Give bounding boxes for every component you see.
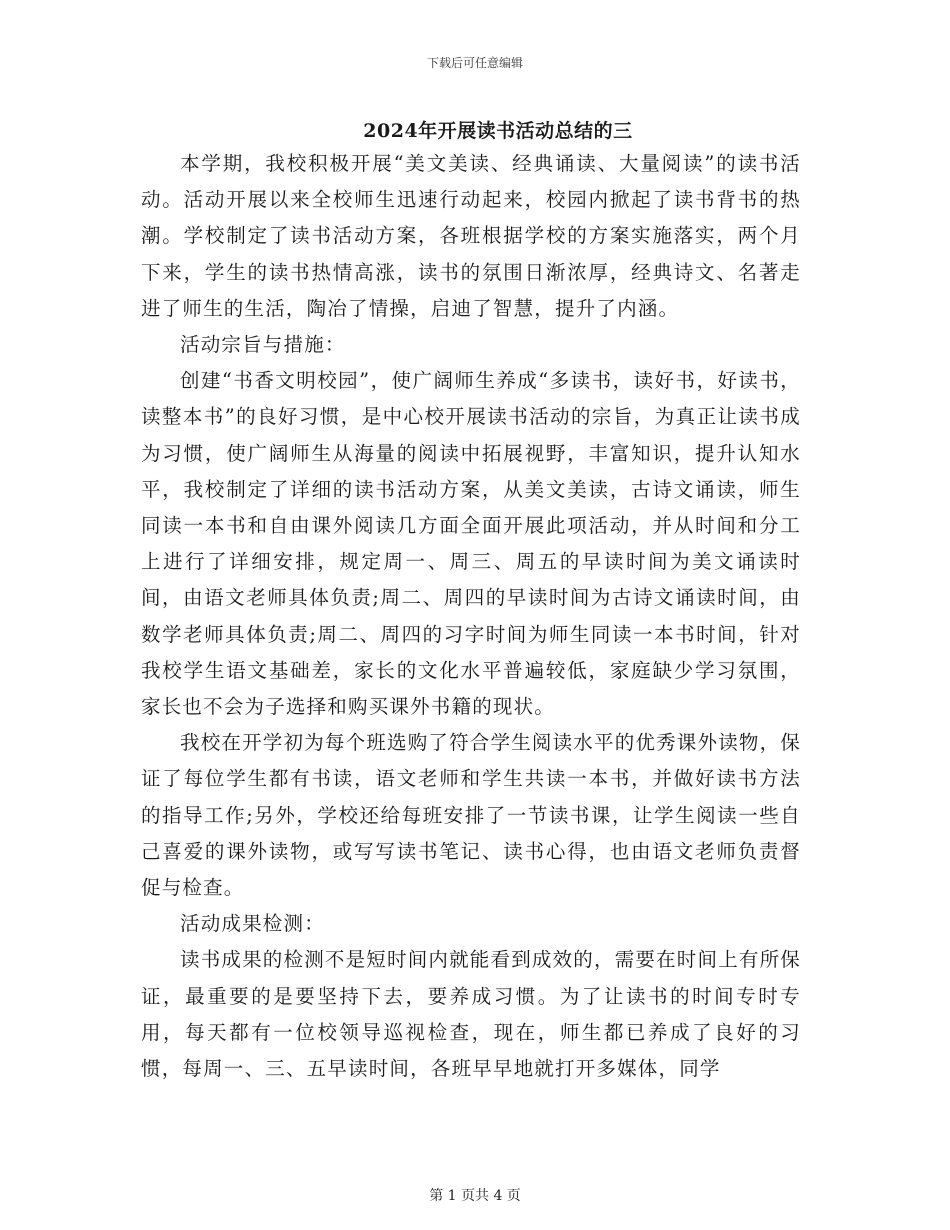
page-number: 第 1 页共 4 页 — [429, 1188, 521, 1204]
paragraph-heading-purpose: 活动宗旨与措施： — [180, 333, 346, 357]
paragraph-intro: 本学期，我校积极开展“美文美读、经典诵读、大量阅读”的读书活动。活动开展以来全校师生迅速行动起来，校园内掀起了读书背书的热潮。学校制定了读书活动方案，各班根据学校的方案实施落实，两个月下来，学生的读书热情高涨，读书的氛围日渐浓厚，经典诗文、名著走进了师生的生活，陶冶了情操，启迪了智慧，提升了内涵。 — [141, 152, 801, 320]
paragraph-materials: 我校在开学初为每个班选购了符合学生阅读水平的优秀课外读物，保证了每位学生都有书读，语文老师和学生共读一本书，并做好读书方法的指导工作;另外，学校还给每班安排了一节读书课，让学生阅读一些自己喜爱的课外读物，或写写读书笔记、读书心得，也由语文老师负责督促与检查。 — [141, 731, 802, 900]
page-header-note: 下载后可任意编辑 — [426, 56, 523, 70]
document-title: 2024年开展读书活动总结的三 — [363, 120, 633, 142]
paragraph-results: 读书成果的检测不是短时间内就能看到成效的，需要在时间上有所保证，最重要的是要坚持下去，要养成习惯。为了让读书的时间专时专用，每天都有一位校领导巡视检查，现在，师生都已养成了良好的习惯，每周一、三、五早读时间，各班早早地就打开多媒体，同学 — [141, 948, 802, 1081]
document-body — [141, 146, 801, 1087]
paragraph-purpose: 创建“书香文明校园”，使广阔师生养成“多读书，读好书，好读书，读整本书”的良好习惯，是中心校开展读书活动的宗旨，为真正让读书成为习惯，使广阔师生从海量的阅读中拓展视野，丰富知识，提升认知水平，我校制定了详细的读书活动方案，从美文美读，古诗文诵读，师生同读一本书和自由课外阅读几方面全面开展此项活动，并从时间和分工上进行了详细安排，规定周一、周三、周五的早读时间为美文诵读时间，由语文老师具体负责;周二、周四的早读时间为古诗文诵读时间，由数学老师具体负责;周二、周四的习字时间为师生同读一本书时间，针对我校学生语文基础差，家长的文化水平普遍较低，家庭缺少学习氛围，家长也不会为子选择和购买课外书籍的现状。 — [141, 369, 801, 719]
paragraph-heading-results: 活动成果检测： — [180, 912, 325, 936]
